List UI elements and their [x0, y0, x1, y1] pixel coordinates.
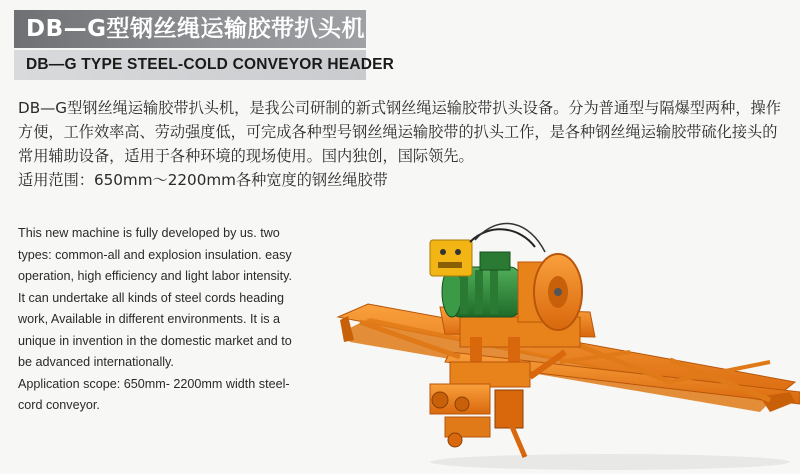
header-machine-image	[330, 212, 800, 474]
gearbox-drum	[518, 254, 582, 330]
english-line: types: common-all and explosion insulation. easy	[18, 247, 292, 262]
product-title: DB—G型钢丝绳运输胶带扒头机	[26, 16, 366, 42]
english-line: It can undertake all kinds of steel cords heading	[18, 290, 285, 305]
english-line: Application scope: 650mm- 2200mm width steel-	[18, 376, 290, 391]
english-line: cord conveyor.	[18, 398, 100, 412]
chinese-description: DB—G型钢丝绳运输胶带扒头机，是我公司研制的新式钢丝绳运输胶带扒头设备。分为普通型与隔爆型两种，操作方便，工作效率高、劳动强度低，可完成各种型号钢丝绳运输胶带的扒头工作，是各种钢丝绳运输胶带硫化接头的常用辅助设备，适用于各种环境的现场使用。国内独创，国际领先。	[18, 99, 781, 165]
chinese-description-block	[18, 96, 790, 192]
english-line: unique in invention in the domestic market and to	[18, 333, 292, 348]
english-description-block	[18, 223, 318, 417]
english-line: This new machine is fully developed by us. two	[18, 226, 280, 240]
clamp-head	[430, 352, 565, 457]
english-line: operation, high efficiency and light labor intensity.	[18, 269, 292, 283]
english-line: work, Available in different environments. It is a	[18, 312, 281, 326]
english-line: be advanced internationally.	[18, 355, 174, 369]
product-subtitle-bar	[14, 50, 395, 80]
product-title-bar	[14, 10, 366, 48]
control-box	[430, 240, 472, 276]
chinese-scope: 适用范围：650mm～2200mm各种宽度的钢丝绳胶带	[18, 171, 388, 189]
product-subtitle: DB—G TYPE STEEL-COLD CONVEYOR HEADER	[26, 56, 395, 73]
